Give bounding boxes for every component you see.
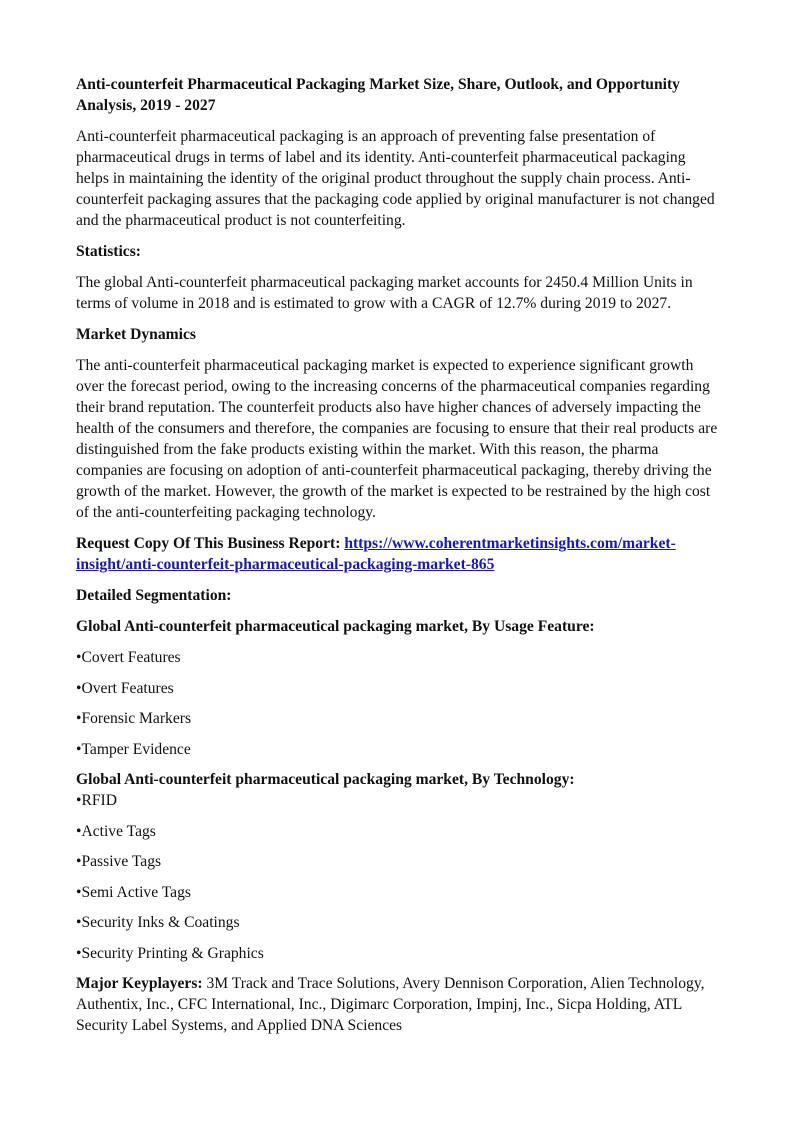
market-dynamics-heading: Market Dynamics xyxy=(76,326,196,343)
list-item: •Security Printing & Graphics xyxy=(76,944,264,962)
request-copy-line xyxy=(76,533,718,575)
statistics-paragraph: The global Anti-counterfeit pharmaceutical packaging market accounts for 2450.4 Million Units in terms of volume in 2018 and is estimated to grow with a CAGR of 12.7% during 2019 to 2027. xyxy=(76,274,693,312)
keyplayers-label: Major Keyplayers: xyxy=(76,975,203,992)
technology-other-list xyxy=(76,912,718,964)
usage-feature-heading: Global Anti-counterfeit pharmaceutical packaging market, By Usage Feature: xyxy=(76,618,595,635)
report-link[interactable]: https://www.coherentmarketinsights.com/market-insight/anti-counterfeit-pharmaceutical-packaging-market-865 xyxy=(76,535,676,573)
market-dynamics-paragraph: The anti-counterfeit pharmaceutical packaging market is expected to experience significant growth over the forecast period, owing to the increasing concerns of the pharmaceutical companies regarding their brand reputation. The counterfeit products also have higher chances of adversely impacting the health of the consumers and therefore, the companies are focusing to ensure that their real products are distinguished from the fake products existing within the market. With this reason, the pharma companies are focusing on adoption of anti-counterfeit pharmaceutical packaging, thereby driving the growth of the market. However, the growth of the market is expected to be restrained by the high cost of the anti-counterfeiting packaging technology. xyxy=(76,357,718,521)
statistics-heading: Statistics: xyxy=(76,243,141,260)
list-item: •Tamper Evidence xyxy=(76,740,191,758)
rfid-sub-list xyxy=(76,821,718,903)
list-item: •Passive Tags xyxy=(76,853,162,870)
intro-paragraph: Anti-counterfeit pharmaceutical packaging is an approach of preventing false presentation of pharmaceutical drugs in terms of label and its identity. Anti-counterfeit pharmaceutical packaging helps in maintaining the identity of the original product throughout the supply chain process. Anti-counterfeit packaging assures that the packaging code applied by original manufacturer is not changed and the pharmaceutical product is not counterfeiting. xyxy=(76,128,715,229)
document-title: Anti-counterfeit Pharmaceutical Packaging Market Size, Share, Outlook, and Opportunity Analysis, 2019 - 2027 xyxy=(76,76,680,114)
document-page xyxy=(76,74,718,1046)
usage-feature-list xyxy=(76,647,718,760)
list-item: •Overt Features xyxy=(76,679,174,697)
list-item-rfid: •RFID xyxy=(76,792,117,809)
list-item: •Semi Active Tags xyxy=(76,883,191,901)
keyplayers-paragraph xyxy=(76,973,718,1036)
request-copy-label: Request Copy Of This Business Report: xyxy=(76,535,345,552)
list-item: •Active Tags xyxy=(76,822,156,840)
technology-list xyxy=(76,790,718,811)
keyplayers-text: 3M Track and Trace Solutions, Avery Dennison Corporation, Alien Technology, Authentix, Inc., CFC International, Inc., Digimarc Corporation, Impinj, Inc., Sicpa Holding, ATL Security Label Systems, and Applied DNA Sciences xyxy=(76,975,705,1034)
list-item: •Covert Features xyxy=(76,649,181,666)
technology-heading: Global Anti-counterfeit pharmaceutical packaging market, By Technology: xyxy=(76,771,575,788)
list-item: •Security Inks & Coatings xyxy=(76,914,240,931)
list-item: •Forensic Markers xyxy=(76,710,192,727)
detailed-segmentation-heading: Detailed Segmentation: xyxy=(76,587,232,604)
